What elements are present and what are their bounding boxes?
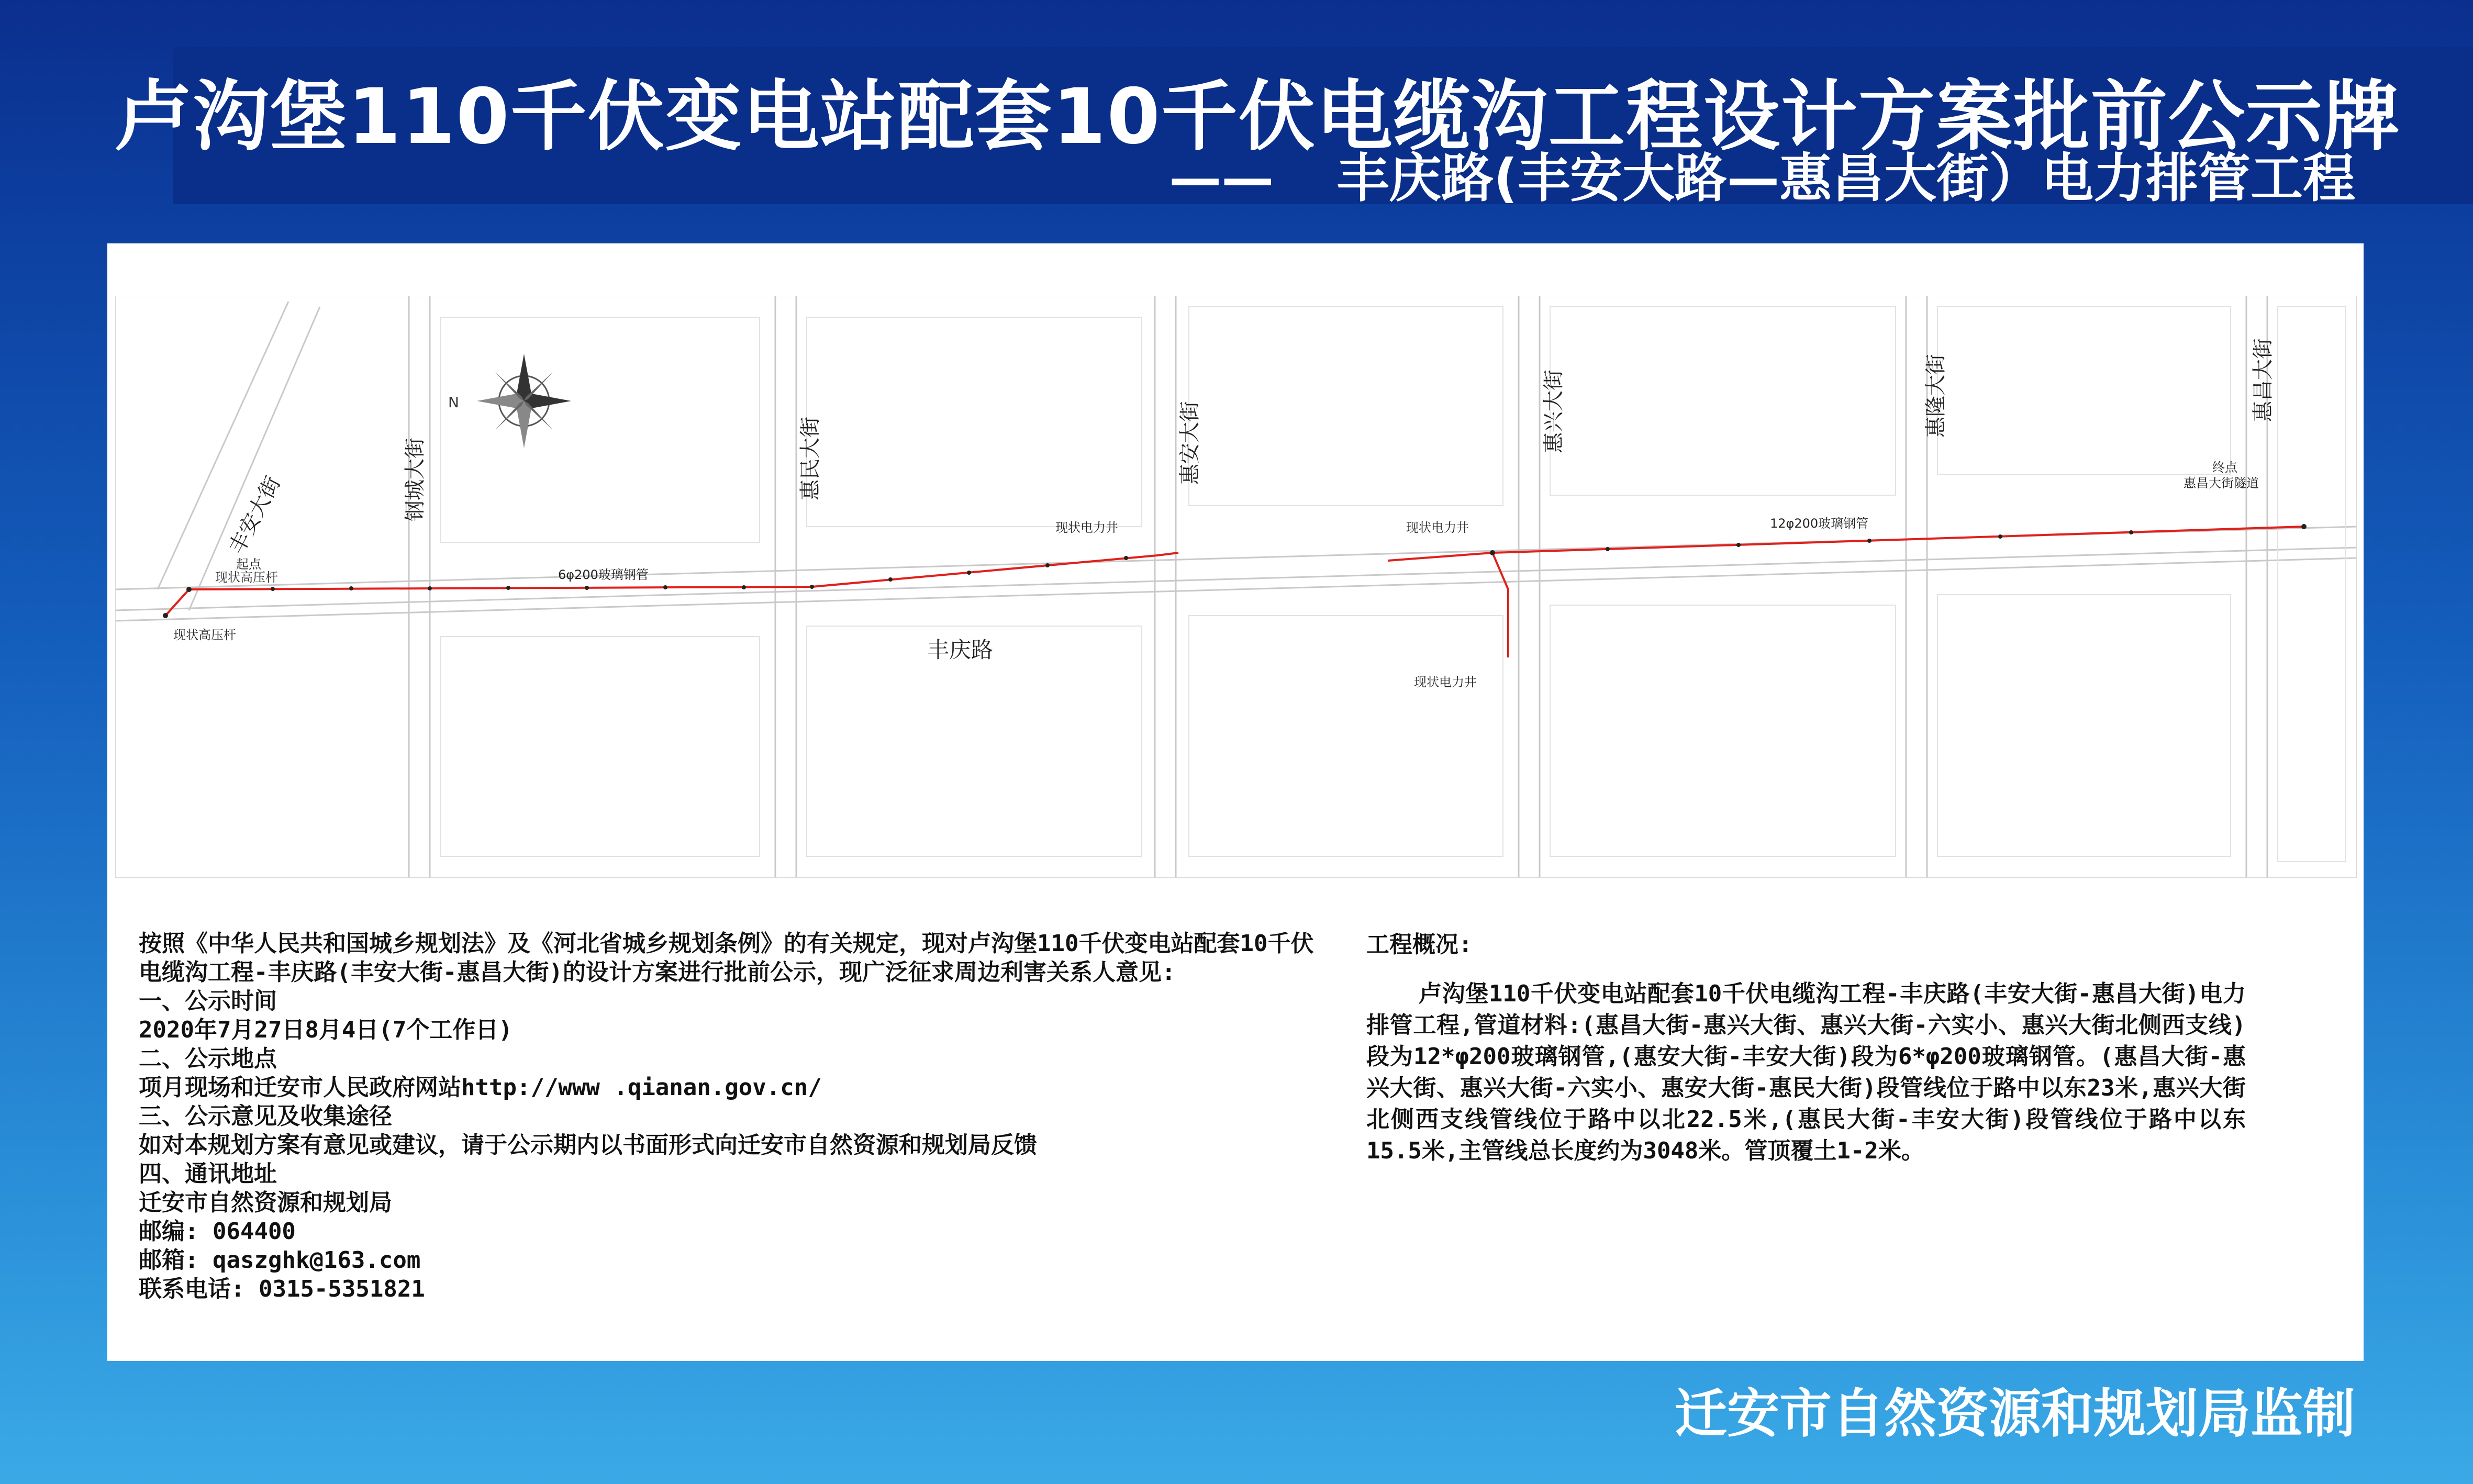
notice-section-2-title: 二、公示地点 xyxy=(139,1045,277,1072)
street-label-gangcheng: 钢城大街 xyxy=(403,438,427,521)
notice-section-3-title: 三、公示意见及收集途径 xyxy=(139,1103,392,1130)
label-pole-bottom: 现状高压杆 xyxy=(173,628,236,642)
compass-rose-icon xyxy=(448,354,571,448)
street-label-huian: 惠安大街 xyxy=(1178,401,1202,485)
project-overview xyxy=(1366,929,2246,1167)
notice-phone: 联系电话: 0315-5351821 xyxy=(139,1276,425,1302)
notice-section-1-body: 2020年7月27日8月4日(7个工作日) xyxy=(139,1017,513,1043)
street-label-huilong: 惠隆大街 xyxy=(1924,354,1948,438)
label-end-tunnel: 惠昌大街隧道 xyxy=(2184,476,2259,490)
street-lines xyxy=(116,296,2356,877)
street-label-huimin: 惠民大街 xyxy=(798,417,822,500)
label-pipe-west: 6φ200玻璃钢管 xyxy=(558,567,649,582)
notice-postcode: 邮编: 064400 xyxy=(139,1218,296,1245)
page-subtitle xyxy=(1169,136,2355,211)
notice-text xyxy=(139,929,1322,1303)
compass-north-label: N xyxy=(448,394,459,411)
street-label-huixing: 惠兴大街 xyxy=(1542,370,1566,453)
notice-section-4-title: 四、通讯地址 xyxy=(139,1161,277,1187)
label-well-2: 现状电力井 xyxy=(1406,520,1469,535)
label-well-3: 现状电力井 xyxy=(1414,675,1477,689)
subtitle-text: 丰庆路(丰安大路—惠昌大街）电力排管工程 xyxy=(1336,148,2355,209)
notice-contact-org: 迁安市自然资源和规划局 xyxy=(139,1189,392,1216)
notice-section-2-body: 项月现场和迁安市人民政府网站http://www .qianan.gov.cn/ xyxy=(139,1074,822,1101)
page-title: 卢沟堡110千伏变电站配套10千伏电缆沟工程设计方案批前公示牌 xyxy=(115,72,2401,161)
label-well-1: 现状电力井 xyxy=(1055,520,1118,535)
label-pole-top: 现状高压杆 xyxy=(215,570,278,585)
cable-route xyxy=(165,527,2304,657)
subtitle-dash: —— xyxy=(1169,148,1274,209)
route-markers xyxy=(163,524,2307,618)
notice-email: 邮箱: qaszghk@163.com xyxy=(139,1247,421,1274)
overview-body: 卢沟堡110千伏变电站配套10千伏电缆沟工程-丰庆路(丰安大街-惠昌大街)电力排管工程,管道材料:(惠昌大街-惠兴大街、惠兴大街-六实小、惠兴大街北侧西支线)段为12*φ200玻璃钢管,(惠安大街-丰安大街)段为6*φ200玻璃钢管。(惠昌大街-惠兴大街、惠兴大街-六实小、惠安大街-惠民大街)段管线位于路中以东23米,惠兴大街北侧西支线管线位于路中以北22.5米,(惠民大街-丰安大街)段管线位于路中以东15.5米,主管线总长度约为3048米。管顶覆土1-2米。 xyxy=(1366,980,2246,1164)
block-lines xyxy=(440,307,2346,862)
street-label-fengan: 丰安大街 xyxy=(225,472,285,558)
label-end: 终点 xyxy=(2212,460,2237,475)
notice-section-1-title: 一、公示时间 xyxy=(139,988,277,1014)
label-pipe-east: 12φ200玻璃钢管 xyxy=(1770,516,1869,531)
street-label-huichang: 惠昌大街 xyxy=(2251,338,2275,422)
street-label-fengqing: 丰庆路 xyxy=(927,637,994,663)
notice-section-3-body: 如对本规划方案有意见或建议，请于公示期内以书面形式向迁安市自然资源和规划局反馈 xyxy=(139,1132,1037,1158)
footer-supervisor: 迁安市自然资源和规划局监制 xyxy=(1675,1383,2355,1444)
overview-title: 工程概况: xyxy=(1366,931,1473,958)
route-map xyxy=(115,296,2357,878)
label-start: 起点 xyxy=(236,557,261,572)
map-canvas xyxy=(116,296,2356,877)
notice-intro: 按照《中华人民共和国城乡规划法》及《河北省城乡规划条例》的有关规定，现对卢沟堡110千伏变电站配套10千伏电缆沟工程-丰庆路(丰安大街-惠昌大街)的设计方案进行批前公示，现广泛征求周边利害关系人意见: xyxy=(139,930,1314,986)
